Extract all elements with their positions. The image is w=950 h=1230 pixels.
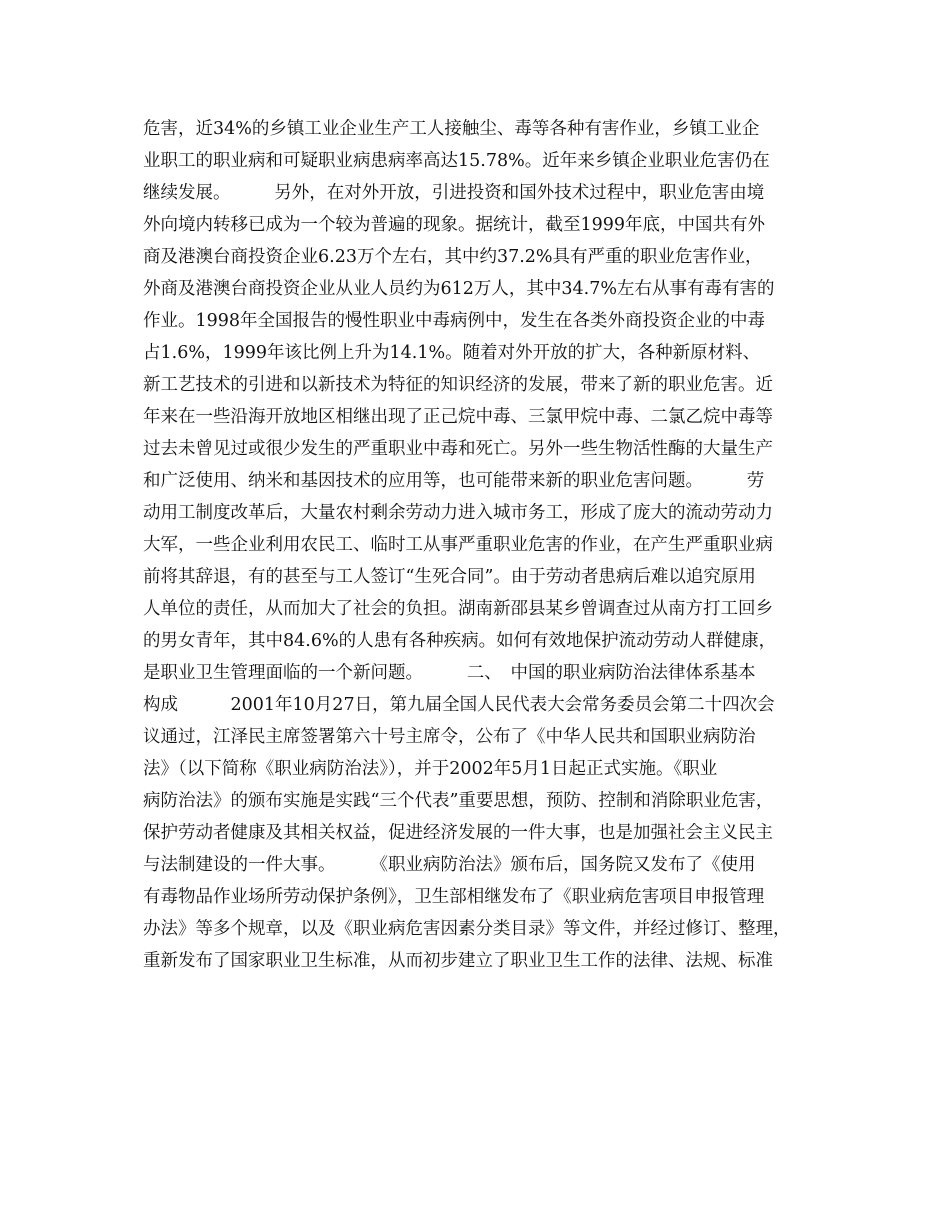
text-line: 作业。1998年全国报告的慢性职业中毒病例中，发生在各类外商投资企业的中毒 (143, 311, 766, 331)
text-line: 病防治法》的颁布实施是实践“三个代表”重要思想，预防、控制和消除职业危害， (143, 791, 774, 811)
text-line: 办法》等多个规章，以及《职业病危害因素分类目录》等文件，并经过修订、整理， (143, 919, 791, 939)
text-line: 保护劳动者健康及其相关权益，促进经济发展的一件大事，也是加强社会主义民主 (143, 823, 773, 843)
text-line: 年来在一些沿海开放地区相继出现了正己烷中毒、三氯甲烷中毒、二氯乙烷中毒等 (143, 407, 773, 427)
text-line: 危害，近34%的乡镇工业企业生产工人接触尘、毒等各种有害作业，乡镇工业企 (143, 119, 760, 139)
text-line: 的男女青年，其中84.6%的人患有各种疾病。如何有效地保护流动劳动人群健康， (143, 631, 777, 651)
text-line: 前将其辞退，有的甚至与工人签订“生死合同”。由于劳动者患病后难以追究原用 (143, 567, 756, 587)
text-line: 占1.6%，1999年该比例上升为14.1%。随着对外开放的扩大，各种新原材料、 (143, 343, 761, 363)
text-line: 和广泛使用、纳米和基因技术的应用等，也可能带来新的职业危害问题。 劳 (143, 471, 765, 491)
text-line: 是职业卫生管理面临的一个新问题。 二、 中国的职业病防治法律体系基本 (143, 663, 756, 683)
text-line: 外向境内转移已成为一个较为普遍的现象。据统计，截至1999年底，中国共有外 (143, 215, 766, 235)
text-line: 商及港澳台商投资企业6.23万个左右，其中约37.2%具有严重的职业危害作业， (143, 247, 763, 267)
text-line: 继续发展。 另外，在对外开放，引进投资和国外技术过程中，职业危害由境 (143, 183, 765, 203)
body-text (143, 113, 823, 977)
text-line: 大军，一些企业利用农民工、临时工从事严重职业危害的作业，在产生严重职业病 (143, 535, 773, 555)
text-line: 人单位的责任，从而加大了社会的负担。湖南新邵县某乡曾调查过从南方打工回乡 (143, 599, 773, 619)
text-line: 业职工的职业病和可疑职业病患病率高达15.78%。近年来乡镇企业职业危害仍在 (143, 151, 770, 171)
text-line: 有毒物品作业场所劳动保护条例》，卫生部相继发布了《职业病危害项目申报管理 (143, 887, 765, 907)
text-line: 重新发布了国家职业卫生标准，从而初步建立了职业卫生工作的法律、法规、标准 (143, 951, 773, 971)
text-line: 构成 2001年10月27日，第九届全国人民代表大会常务委员会第二十四次会 (143, 695, 775, 715)
text-line: 议通过，江泽民主席签署第六十号主席令，公布了《中华人民共和国职业病防治 (143, 727, 756, 747)
text-line: 新工艺技术的引进和以新技术为特征的知识经济的发展，带来了新的职业危害。近 (143, 375, 773, 395)
text-line: 动用工制度改革后，大量农村剩余劳动力进入城市务工，形成了庞大的流动劳动力 (143, 503, 773, 523)
text-line: 与法制建设的一件大事。 《职业病防治法》颁布后，国务院又发布了《使用 (143, 855, 756, 875)
text-line: 过去未曾见过或很少发生的严重职业中毒和死亡。另外一些生物活性酶的大量生产 (143, 439, 773, 459)
text-line: 外商及港澳台商投资企业从业人员约为612万人，其中34.7%左右从事有毒有害的 (143, 279, 775, 299)
text-line: 法》（以下简称《职业病防治法》），并于2002年5月1日起正式实施。《职业 (143, 759, 718, 779)
